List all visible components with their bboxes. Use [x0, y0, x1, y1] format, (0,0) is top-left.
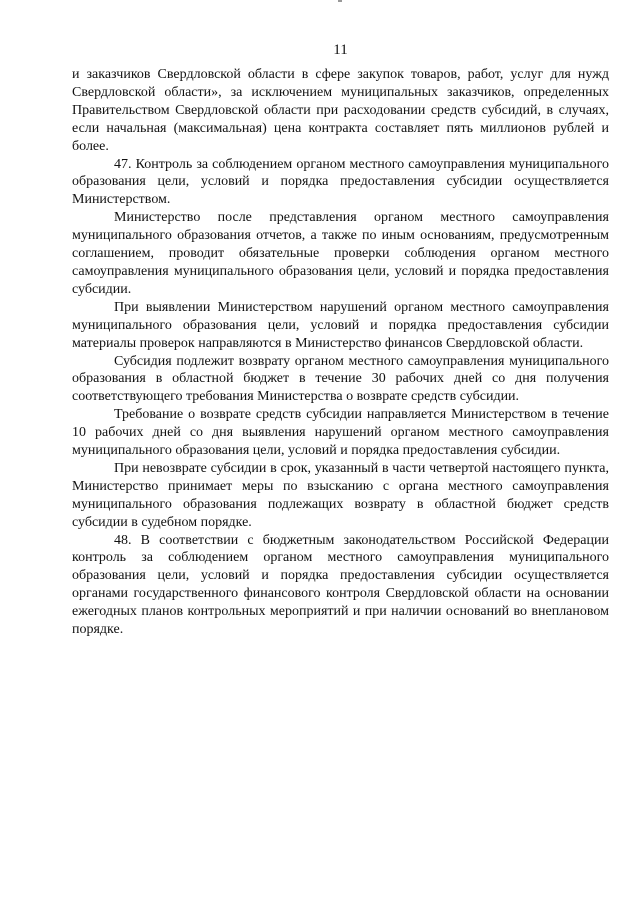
paragraph-subsidy-return: Субсидия подлежит возврату органом местного самоуправления муниципального образования в областной бюджет в течение 30 рабочих дней со дня получения соответствующего требования Министерства о возврате средств субсидии.	[72, 353, 609, 405]
page-number: 11	[333, 42, 348, 58]
paragraph-47: 47. Контроль за соблюдением органом местного самоуправления муниципального образования цели, условий и порядка предоставления субсидии осуществляется Министерством.	[72, 156, 609, 208]
paragraph-violations: При выявлении Министерством нарушений органом местного самоуправления муниципального образования цели, условий и порядка предоставления субсидии материалы проверок направляются в Министерство финансов Свердловской области.	[72, 299, 609, 351]
paragraph-continuation: и заказчиков Свердловской области в сфере закупок товаров, работ, услуг для нужд Свердловской области», за исключением муниципальных заказчиков, определенных Правительством Свердловской области при расходовании средств субсидий, в случаях, если начальная (максимальная) цена контракта составляет пять миллионов рублей и более.	[72, 67, 609, 154]
scan-mark	[338, 0, 342, 2]
paragraph-non-return: При невозврате субсидии в срок, указанный в части четвертой настоящего пункта, Министерство принимает меры по взысканию с органа местного самоуправления муниципального образования подлежащих возврату в областной бюджет средств субсидии в судебном порядке.	[72, 460, 609, 530]
document-page	[72, 40, 609, 639]
paragraph-ministry-checks: Министерство после представления органом местного самоуправления муниципального образования отчетов, а также по иным основаниям, предусмотренным соглашением, проводит обязательные проверки соблюдения органом местного самоуправления муниципального образования цели, условий и порядка предоставления субсидии.	[72, 210, 609, 297]
paragraph-48: 48. В соответствии с бюджетным законодательством Российской Федерации контроль за соблюдением органом местного самоуправления муниципального образования цели, условий и порядка предоставления субсидии осуществляется органами государственного финансового контроля Свердловской области на основании ежегодных планов контрольных мероприятий и при наличии оснований во внеплановом порядке.	[72, 532, 609, 638]
paragraph-return-demand: Требование о возврате средств субсидии направляется Министерством в течение 10 рабочих дней со дня выявления нарушений органом местного самоуправления муниципального образования цели, условий и порядка предоставления субсидии.	[72, 407, 609, 459]
